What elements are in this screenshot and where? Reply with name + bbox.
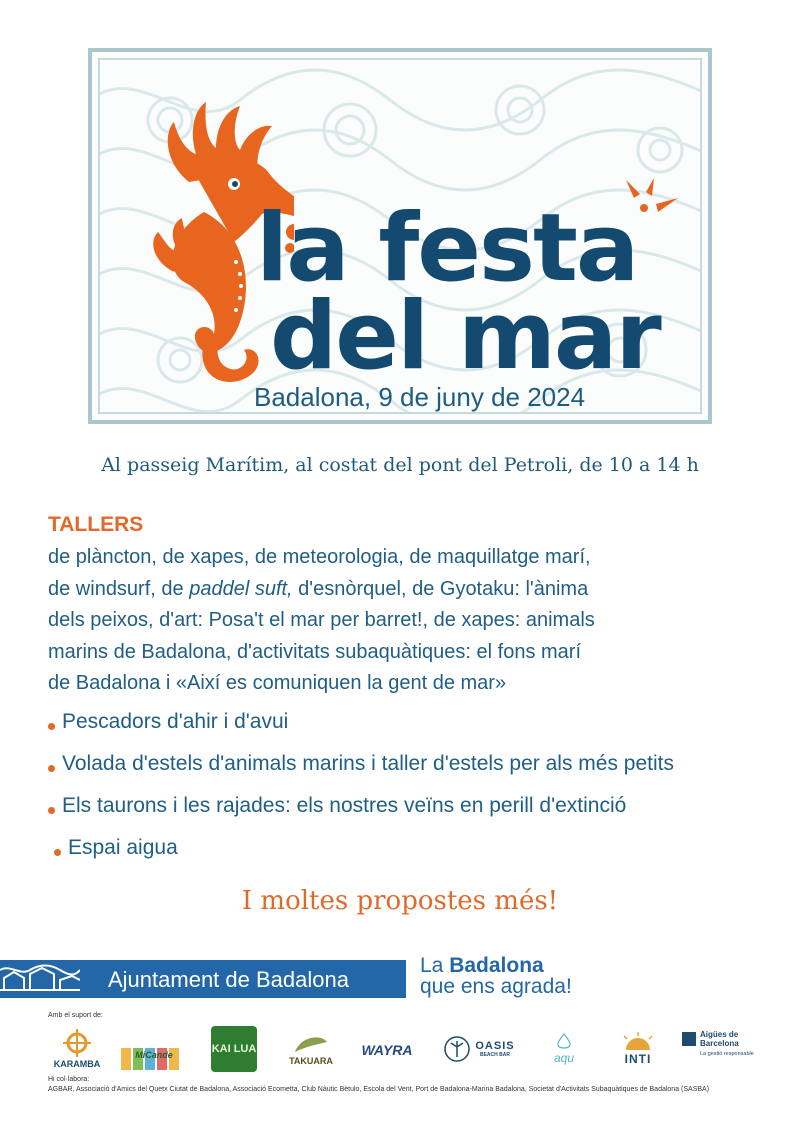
- tallers-italic-text: paddel suft,: [189, 577, 293, 600]
- event-date: Badalona, 9 de juny de 2024: [254, 382, 586, 412]
- tallers-line: dels peixos, d'art: Posa't el mar per barret!, de xapes: animals: [48, 609, 595, 631]
- sponsor-micande: [118, 1024, 190, 1074]
- ajuntament-name: Ajuntament de Badalona: [108, 967, 349, 992]
- bullet-icon: [48, 765, 55, 772]
- more-proposals: I moltes propostes més!: [241, 886, 559, 916]
- sponsor-karamba: [46, 1024, 108, 1074]
- slogan-text: La: [420, 954, 450, 977]
- tallers-text: de windsurf, de: [48, 577, 190, 600]
- list-item: [48, 710, 288, 734]
- tallers-description: [48, 542, 748, 700]
- tallers-text: d'esnòrquel, de Gyotaku: l'ànima: [292, 577, 589, 600]
- sponsor-name: Aigües de Barcelona: [700, 1030, 739, 1048]
- drop-icon: [554, 1033, 574, 1049]
- list-item: [48, 794, 626, 818]
- title-line-2: del mar: [270, 282, 660, 391]
- list-item-text: Espai aigua: [68, 836, 178, 859]
- slogan-bold: Badalona: [449, 954, 544, 977]
- sponsor-name: aqu: [553, 1051, 575, 1065]
- collaborators-list: AGBAR, Associació d'Amics del Quetx Ciutat de Badalona, Associació Ecometta, Club Nàutic Bètulo, Escola del Vent, Port de Badalona-Marina Badalona, Societat d'Activitats Subaquàtiques de Badalona (SASBA): [48, 1086, 710, 1093]
- sponsor-name: KAI LUA: [211, 1026, 257, 1072]
- sponsor-aqu: [534, 1024, 594, 1074]
- tallers-heading: TALLERS: [48, 513, 144, 536]
- bullet-icon: [48, 723, 55, 730]
- tallers-line: marins de Badalona, d'activitats subaquàtiques: el fons marí: [48, 640, 582, 663]
- badalona-skyline-icon: [0, 960, 80, 998]
- sponsor-oasis: [438, 1024, 520, 1074]
- sponsor-name: KARAMBA: [53, 1059, 101, 1069]
- sponsor-aigues: [682, 1024, 758, 1074]
- collab-label: Hi col·labora:: [48, 1076, 90, 1083]
- list-item: [54, 836, 178, 860]
- hero-inner-frame: [98, 58, 702, 414]
- sponsor-kailua: [208, 1024, 260, 1074]
- sponsor-subtitle: BEACH BAR: [479, 1052, 510, 1058]
- aigues-logo-icon: [682, 1032, 696, 1046]
- ajuntament-banner: [0, 960, 406, 998]
- bullet-icon: [54, 849, 61, 856]
- leaf-icon: [291, 1032, 331, 1054]
- tallers-line: [48, 574, 748, 606]
- sponsor-subtitle: La gestió responsable: [700, 1051, 754, 1057]
- palm-icon: [443, 1035, 471, 1063]
- sponsor-name: MiCande: [135, 1050, 173, 1060]
- sponsor-inti: [606, 1024, 670, 1074]
- tallers-line: de plàncton, de xapes, de meteorologia, de maquillatge marí,: [48, 546, 591, 568]
- sponsor-wayra: [352, 1024, 422, 1074]
- sponsor-name: TAKUARA: [289, 1056, 333, 1066]
- sun-icon: [618, 1032, 658, 1050]
- list-item-text: Volada d'estels d'animals marins i taller d'estels per als més petits: [62, 752, 674, 775]
- slogan-line-2: que ens agrada!: [420, 975, 572, 998]
- list-item-text: Els taurons i les rajades: els nostres veïns en perill d'extinció: [62, 794, 627, 817]
- sponsor-name: OASIS: [475, 1040, 515, 1052]
- sponsor-name: INTI: [624, 1052, 652, 1066]
- sponsor-takuara: [280, 1024, 342, 1074]
- hero-frame: [88, 48, 712, 424]
- ship-wheel-icon: [57, 1029, 97, 1057]
- sponsor-name: WAYRA: [361, 1042, 413, 1058]
- event-location: Al passeig Marítim, al costat del pont del Petroli, de 10 a 14 h: [101, 454, 699, 476]
- list-item-text: Pescadors d'ahir i d'avui: [62, 710, 289, 733]
- tallers-line: de Badalona i «Així es comuniquen la gent de mar»: [48, 672, 507, 694]
- list-item: [48, 752, 674, 776]
- bullet-icon: [48, 807, 55, 814]
- support-label: Amb el suport de:: [48, 1012, 103, 1019]
- title-line-1: la festa: [256, 194, 638, 303]
